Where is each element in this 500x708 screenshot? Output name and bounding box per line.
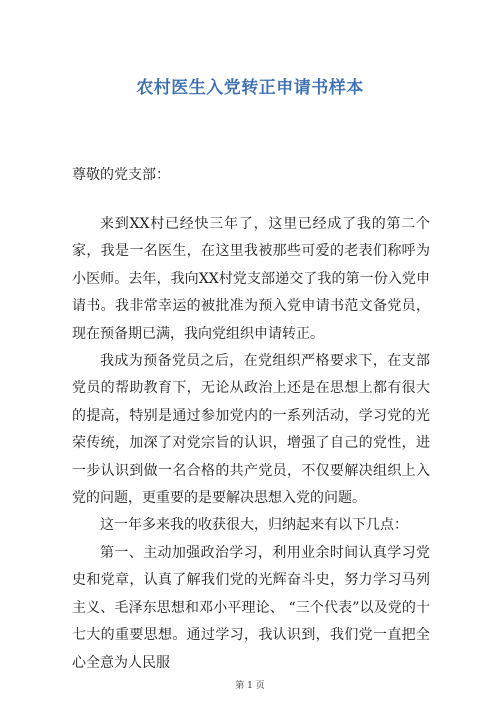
salutation: 尊敬的党支部： bbox=[72, 167, 170, 183]
document-title: 农村医生入党转正申请书样本 bbox=[136, 78, 364, 98]
paragraph-1: 来到XX村已经快三年了，这里已经成了我的第二个家，我是一名医生，在这里我被那些可爱的老表们称呼为小医师。去年，我向XX村党支部递交了我的第一份入党申请书。我非常幸运的被批准为预入党申请书范文备党员，现在预备期已满，我向党组织申请转正。 bbox=[72, 216, 430, 342]
paragraph-4: 第一、主动加强政治学习，利用业余时间认真学习党史和党章，认真了解我们党的光辉奋斗史，努力学习马列主义、毛泽东思想和邓小平理论、 “三个代表”以及党的十七大的重要思想。通过学习，我认识到，我们党一直把全心全意为人民服 bbox=[72, 544, 430, 671]
document-body bbox=[72, 211, 430, 677]
paragraph-3: 这一年多来我的收获很大，归纳起来有以下几点： bbox=[100, 517, 408, 534]
paragraph-2: 我成为预备党员之后，在党组织严格要求下，在支部党员的帮助教育下，无论从政治上还是在思想上都有很大的提高，特别是通过参加党内的一系列活动，学习党的光荣传统，加深了对党宗旨的认识，增强了自己的党性，进一步认识到做一名合格的共产党员，不仅要解决组织上入党的问题，更重要的是要解决思想入党的问题。 bbox=[72, 353, 430, 507]
page-number: 第 1 页 bbox=[235, 681, 265, 691]
